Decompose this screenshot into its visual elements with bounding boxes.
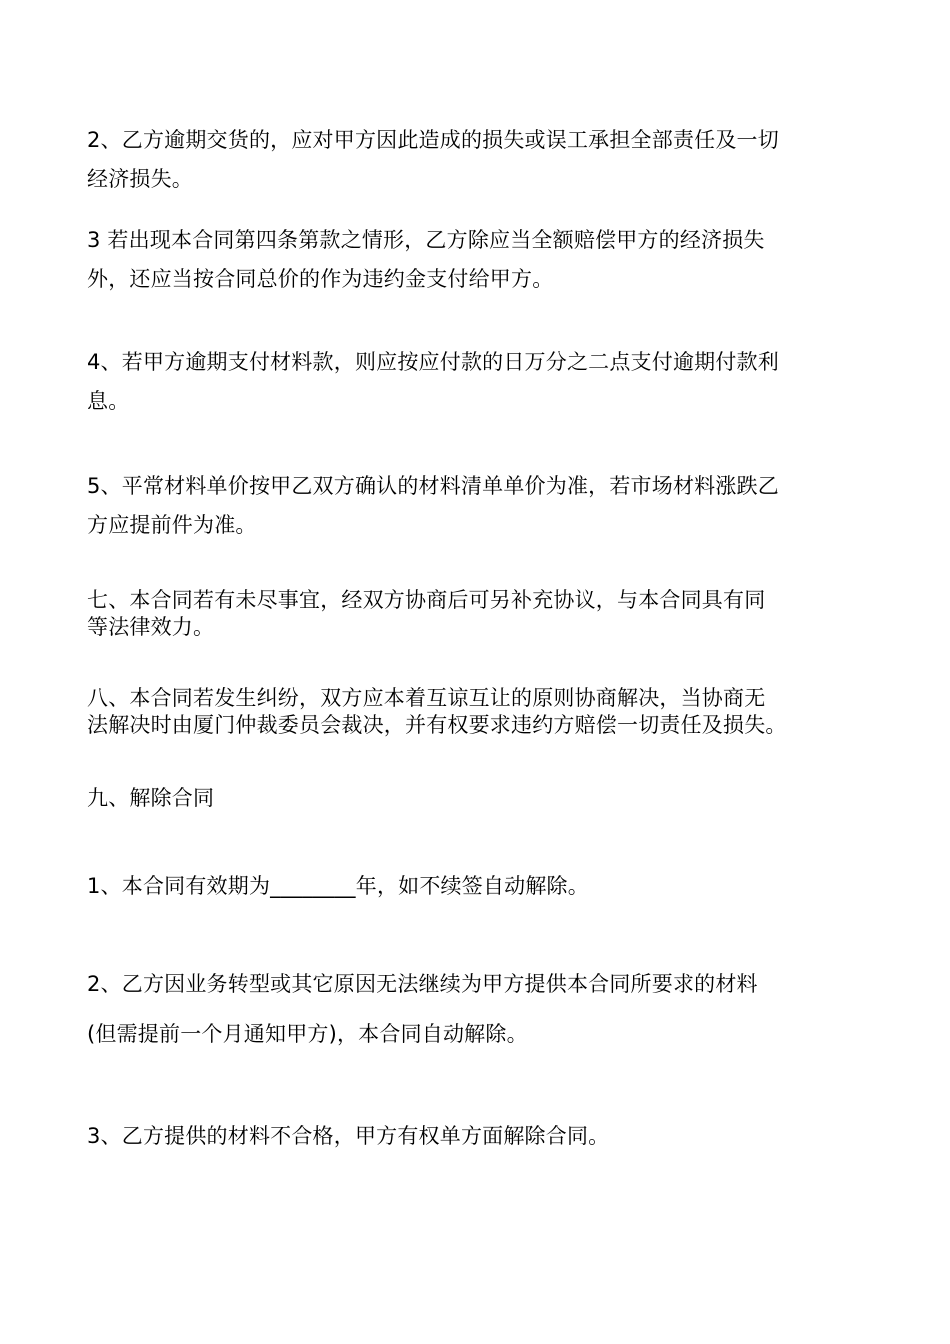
document-page: 2、乙方逾期交货的，应对甲方因此造成的损失或误工承担全部责任及一切 经济损失。 3 若出现本合同第四条第款之情形，乙方除应当全额赔偿甲方的经济损失 外，还应当按合同总价的作为违约金支付给甲方。 4、若甲方逾期支付材料款，则应按应付款的日万分之二点支付逾期付款利 息。 5、平常材料单价按甲乙双方确认的材料清单单价为准，若市场材料涨跌乙 方应提前件为准。 七、本合同若有未尽事宜，经双方协商后可另补充协议，与本合同具有同 等法律效力。 八、本合同若发生纠纷，双方应本着互谅互让的原则协商解决，当协商无 法解决时由厦门仲裁委员会裁决，并有权要求违约方赔偿一切责任及损失。 九、解除合同 1、本合同有效期为________年，如不续签自动解除。 2、乙方因业务转型或其它原因无法继续为甲方提供本合同所要求的材料 (但需提前一个月通知甲方)，本合同自动解除。 3、乙方提供的材料不合格，甲方有权单方面解除合同。	[87, 128, 787, 1148]
